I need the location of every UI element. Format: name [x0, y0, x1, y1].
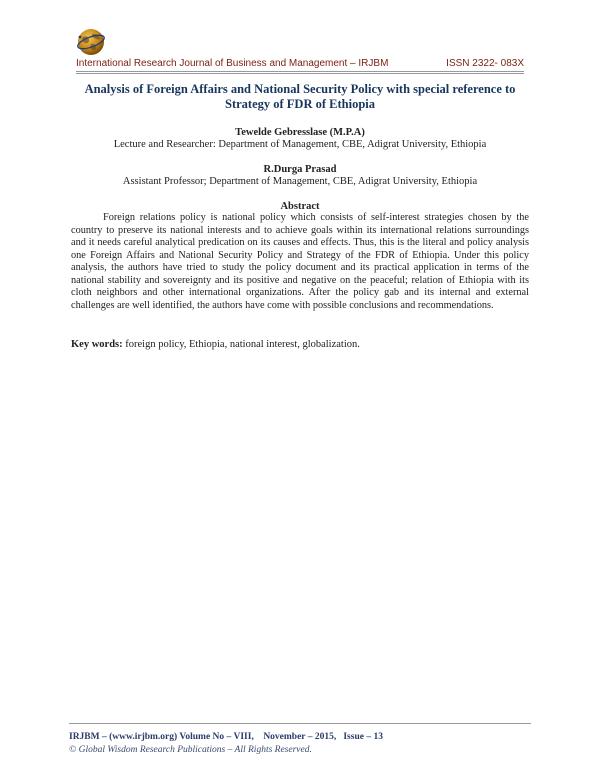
author-name-2: R.Durga Prasad — [263, 164, 337, 175]
running-header — [76, 58, 524, 70]
paper-title-line-1: Analysis of Foreign Affairs and National Security Policy with special reference to — [84, 82, 516, 96]
paper-title — [72, 82, 528, 112]
footer-rule — [69, 723, 531, 724]
author-affiliation-1: Lecture and Researcher: Department of Management, CBE, Adigrat University, Ethiopia — [113, 139, 487, 150]
paper-title-line-2: Strategy of FDR of Ethiopia — [225, 97, 375, 111]
author-name-1: Tewelde Gebresslase (M.P.A) — [235, 127, 365, 138]
keywords-label: Key words: — [71, 339, 123, 350]
author-affiliation-2: Assistant Professor; Department of Management, CBE, Adigrat University, Ethiopia — [122, 176, 478, 187]
globe-logo-icon — [76, 27, 106, 57]
issn-number: ISSN 2322- 083X — [446, 58, 524, 69]
header-rule-bottom — [76, 73, 524, 74]
footer-volume-info: IRJBM – (www.irjbm.org) Volume No – VIII, November – 2015, Issue – 13 — [69, 732, 383, 742]
abstract-heading: Abstract — [280, 201, 320, 212]
abstract-body: Foreign relations policy is national policy which consists of self-interest strategies chosen by the country to preserve its national interests and to achieve goals within its international relations surroundings and it needs careful analytical predication on its causes and effects. Thus, this is the literal and policy analysis one Foreign Affairs and National Security Policy and Strategy of the FDR of Ethiopia. Under this policy analysis, the authors have tried to study the policy document and its practical application in terms of the national stability and sovereignty and its positive and negative on the peaceful; relation of Ethiopia with its cloth neighbors and other international organizations. After the policy gab and its internal and external challenges are well identified, the authors have come with possible conclusions and recommendations. — [71, 212, 529, 311]
header-rule-top — [76, 71, 524, 72]
keywords-line — [71, 338, 529, 351]
journal-name: International Research Journal of Business and Management – IRJBM — [76, 58, 389, 69]
footer-copyright: © Global Wisdom Research Publications – All Rights Reserved. — [69, 745, 312, 755]
keywords-text: foreign policy, Ethiopia, national interest, globalization. — [125, 339, 360, 350]
